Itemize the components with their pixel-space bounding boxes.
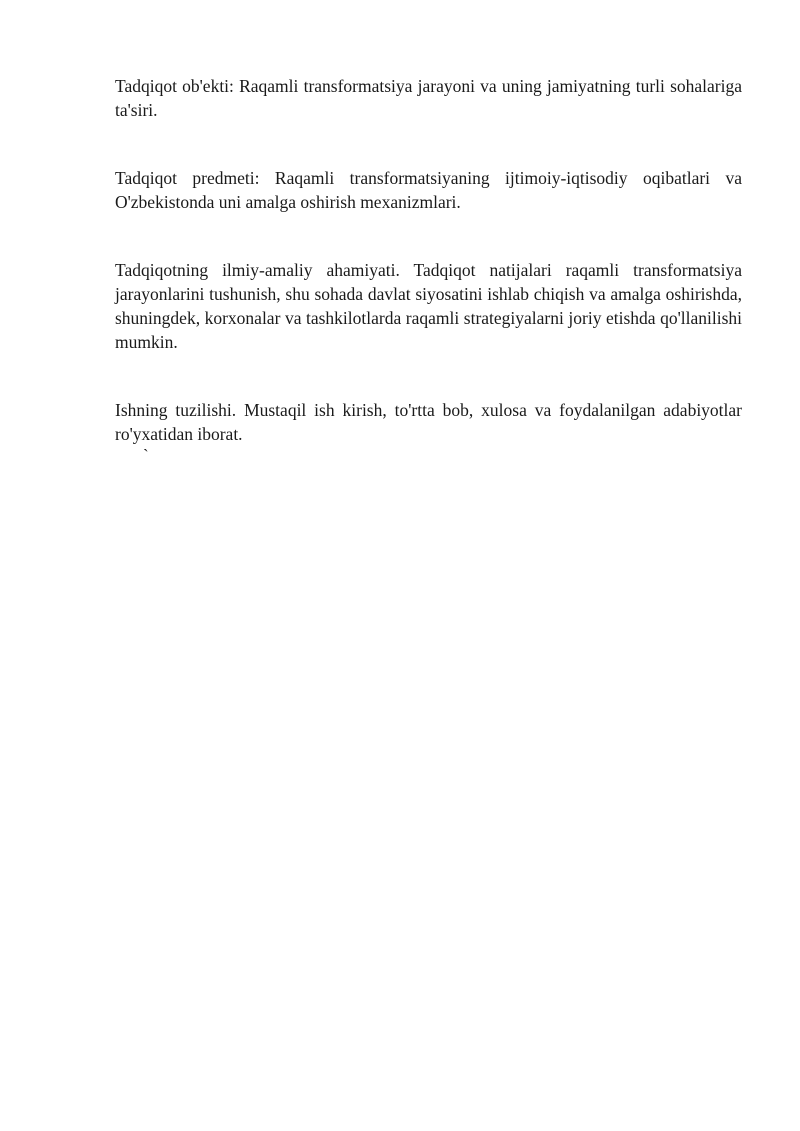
paragraph-spacer (115, 214, 742, 258)
document-body (115, 74, 742, 446)
stray-backtick-mark: ` (143, 446, 149, 465)
paragraph-spacer (115, 354, 742, 398)
paragraph-scientific-practical-significance: Tadqiqotning ilmiy-amaliy ahamiyati. Tadqiqot natijalari raqamli transformatsiya jarayonlarini tushunish, shu sohada davlat siyosatini ishlab chiqish va amalga oshirishda, shuningdek, korxonalar va tashkilotlarda raqamli strategiyalarni joriy etishda qo'llanilishi mumkin. (115, 260, 742, 352)
paragraph-spacer (115, 122, 742, 166)
paragraph-research-object: Tadqiqot ob'ekti: Raqamli transformatsiya jarayoni va uning jamiyatning turli sohalariga ta'siri. (115, 76, 742, 120)
paragraph-work-structure: Ishning tuzilishi. Mustaqil ish kirish, to'rtta bob, xulosa va foydalanilgan adabiyotlar ro'yxatidan iborat. (115, 400, 742, 444)
paragraph-research-subject: Tadqiqot predmeti: Raqamli transformatsiyaning ijtimoiy-iqtisodiy oqibatlari va O'zbekistonda uni amalga oshirish mexanizmlari. (115, 168, 742, 212)
